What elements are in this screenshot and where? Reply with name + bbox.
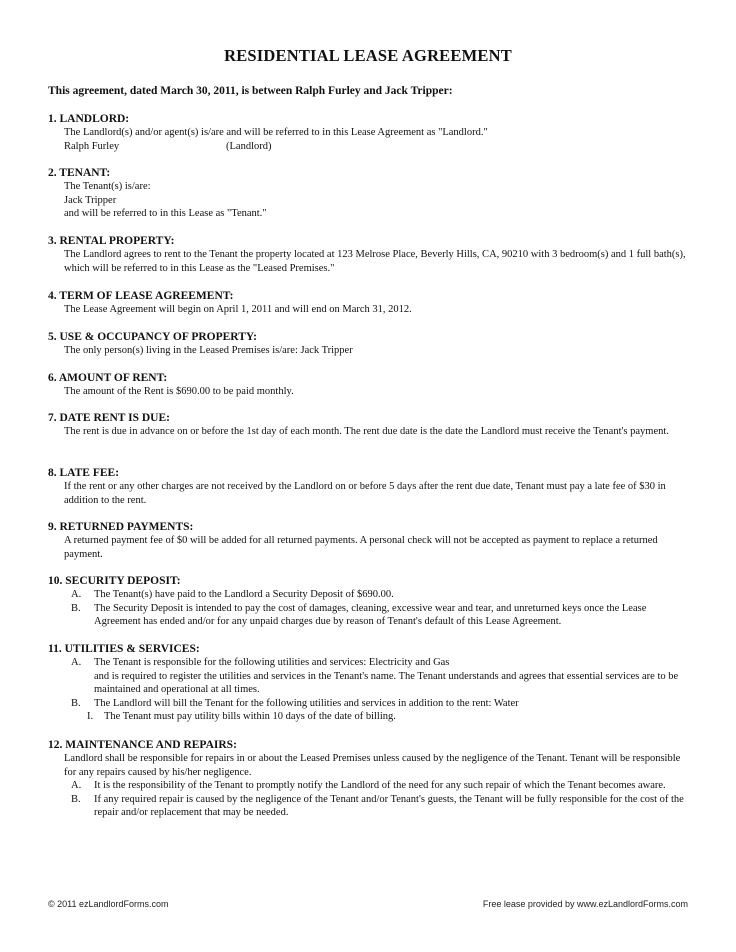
list-text-continued: and is required to register the utilities and services in the Tenant's name. The Tenant understands and agrees that essential services are to be maintained and operational at all times.: [94, 670, 679, 696]
landlord-name-line: [64, 140, 693, 154]
footer-copyright: © 2011 ezLandlordForms.com: [48, 899, 169, 909]
list-text: The Landlord will bill the Tenant for the following utilities and services in addition to the rent: Water: [94, 697, 519, 709]
section-heading: 5. USE & OCCUPANCY OF PROPERTY:: [48, 331, 257, 343]
list-text: If any required repair is caused by the negligence of the Tenant and/or Tenant's guests, the Tenant will be fully responsible for the cost of the repair and/or replacement that may be needed.: [94, 793, 684, 819]
list-text: The Tenant must pay utility bills within 10 days of the date of billing.: [104, 711, 396, 723]
list-text: The Security Deposit is intended to pay the cost of damages, cleaning, excessive wear and tear, and unreturned keys once the Lease Agreement has ended and/or for any unpaid charges due by reason of Tenant's default of this Lease Agreement.: [94, 602, 647, 628]
section-heading: 3. RENTAL PROPERTY:: [48, 235, 175, 247]
section-heading: 2. TENANT:: [48, 167, 111, 179]
section-text: The Landlord agrees to rent to the Tenant the property located at 123 Melrose Place, Beverly Hills, CA, 90210 with 3 bedroom(s) and 1 full bath(s), which will be referred to in this Lease as the "Leased Premises.": [64, 249, 686, 274]
section-rental-property: [48, 234, 693, 275]
list-label: A.: [71, 589, 82, 600]
document-title: RESIDENTIAL LEASE AGREEMENT: [224, 46, 512, 65]
landlord-name: Ralph Furley: [64, 140, 120, 152]
section-security-deposit: [48, 574, 693, 629]
section-heading: 10. SECURITY DEPOSIT:: [48, 575, 181, 587]
list-item: [71, 697, 693, 711]
section-text: The only person(s) living in the Leased Premises is/are: Jack Tripper: [64, 345, 353, 356]
section-utilities: [48, 642, 693, 724]
section-text: If the rent or any other charges are not received by the Landlord on or before 5 days after the rent due date, Tenant must pay a late fee of $30 in addition to the rent.: [64, 481, 666, 506]
section-text: The Lease Agreement will begin on April 1, 2011 and will end on March 31, 2012.: [64, 304, 412, 315]
list-item: [71, 602, 693, 629]
list-item: [71, 793, 693, 820]
section-date-rent-due: [48, 411, 693, 439]
list-label: B.: [71, 793, 81, 805]
section-text: and will be referred to in this Lease as "Tenant.": [64, 208, 267, 220]
tenant-name: Jack Tripper: [64, 194, 117, 206]
section-tenant: [48, 166, 693, 221]
section-use-occupancy: [48, 330, 693, 358]
agreement-intro: This agreement, dated March 30, 2011, is between Ralph Furley and Jack Tripper:: [48, 85, 453, 97]
section-text: Landlord shall be responsible for repairs in or about the Leased Premises unless caused by the negligence of the Tenant. Tenant will be responsible for any repairs caused by his/her negligence.: [64, 753, 681, 778]
section-heading: 12. MAINTENANCE AND REPAIRS:: [48, 739, 237, 751]
section-heading: 7. DATE RENT IS DUE:: [48, 412, 170, 424]
list-text: [94, 656, 693, 697]
section-term: [48, 289, 693, 317]
section-amount-of-rent: [48, 371, 693, 399]
section-heading: 8. LATE FEE:: [48, 467, 120, 479]
landlord-role: (Landlord): [226, 140, 272, 152]
list-label: A.: [71, 780, 82, 792]
section-heading: 9. RETURNED PAYMENTS:: [48, 521, 194, 533]
section-text: The amount of the Rent is $690.00 to be paid monthly.: [64, 386, 294, 397]
list-item: [71, 588, 693, 602]
list-subitem: [48, 710, 693, 724]
footer-source-link[interactable]: Free lease provided by www.ezLandlordForms.com: [482, 899, 688, 909]
section-text: The Tenant(s) is/are:: [64, 181, 151, 192]
list-item: [71, 656, 693, 697]
section-maintenance: [48, 738, 693, 820]
section-heading: 11. UTILITIES & SERVICES:: [48, 643, 200, 655]
list-label: I.: [87, 711, 94, 723]
section-text: The Landlord(s) and/or agent(s) is/are and will be referred to in this Lease Agreement as "Landlord.": [64, 127, 488, 138]
list-text: It is the responsibility of the Tenant to promptly notify the Landlord of the need for any such repair of which the Tenant becomes aware.: [94, 780, 666, 792]
list-label: B.: [71, 697, 81, 709]
list-label: A.: [71, 657, 82, 668]
section-heading: 6. AMOUNT OF RENT:: [48, 372, 168, 384]
section-landlord: [48, 112, 693, 153]
list-item: [71, 779, 693, 793]
section-heading: 4. TERM OF LEASE AGREEMENT:: [48, 290, 234, 302]
list-label: B.: [71, 602, 81, 614]
section-late-fee: [48, 466, 693, 507]
section-returned-payments: [48, 520, 693, 561]
section-heading: 1. LANDLORD:: [48, 113, 130, 125]
section-text: The rent is due in advance on or before the 1st day of each month. The rent due date is the date the Landlord must receive the Tenant's payment.: [64, 426, 669, 437]
section-text: A returned payment fee of $0 will be added for all returned payments. A personal check will not be accepted as payment to replace a returned payment.: [64, 535, 658, 560]
list-text: The Tenant(s) have paid to the Landlord a Security Deposit of $690.00.: [94, 589, 394, 600]
list-text-main: The Tenant is responsible for the following utilities and services: Electricity and Gas: [94, 657, 450, 668]
